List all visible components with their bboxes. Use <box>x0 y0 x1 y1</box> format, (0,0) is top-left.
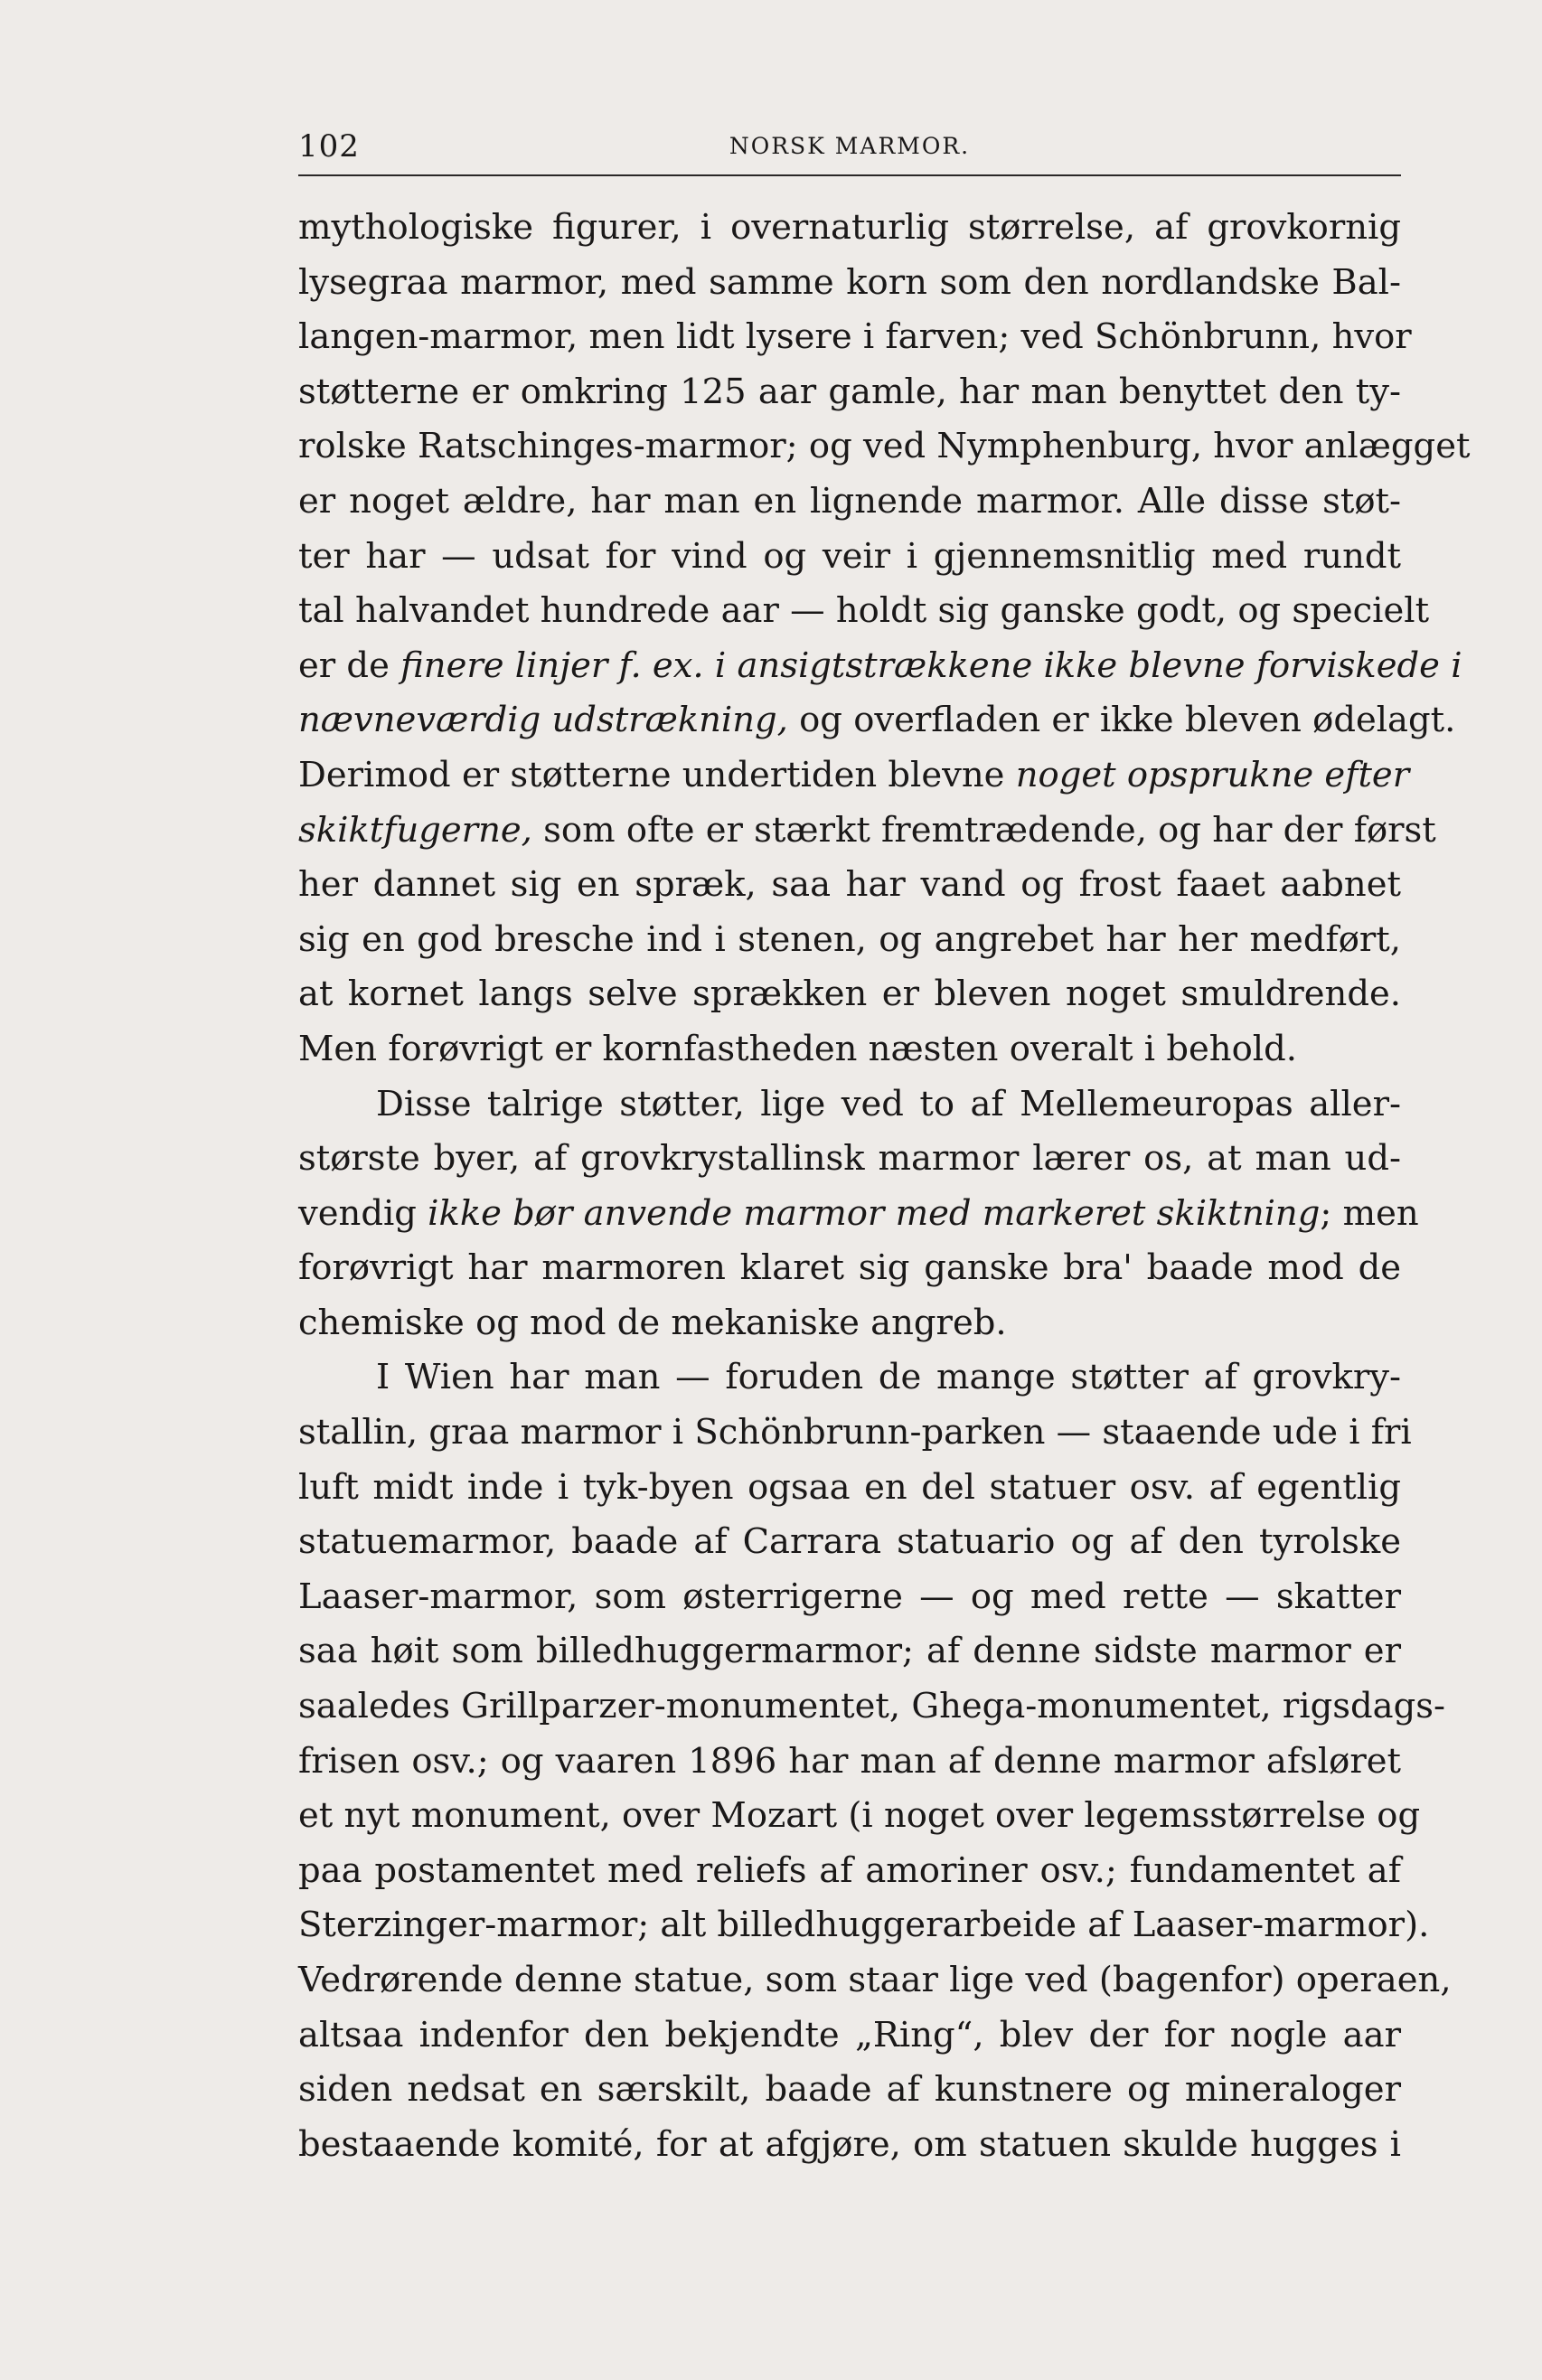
text-span: stallin, graa marmor i Schönbrunn-parken — staaende ude i fri <box>298 1412 1412 1453</box>
italic-text: ikke bør anvende marmor med markeret skiktning <box>428 1192 1321 1234</box>
page-number: 102 <box>298 128 360 165</box>
text-line <box>298 967 1401 1022</box>
text-span: chemiske og mod de mekaniske angreb. <box>298 1302 1007 1343</box>
text-span: vendig <box>298 1192 428 1234</box>
text-line <box>298 693 1456 748</box>
text-line <box>298 1735 1401 1790</box>
text-line <box>298 639 1462 694</box>
text-span: og overfladen er ikke bleven ødelagt. <box>787 700 1456 741</box>
text-span: saa høit som billedhuggermarmor; af denne sidste marmor er <box>298 1631 1401 1672</box>
text-span: rolske Ratschinges-marmor; og ved Nymphenburg, hvor anlægget <box>298 426 1471 467</box>
italic-text: skiktfugerne, <box>298 809 532 851</box>
text-span: et nyt monument, over Mozart (i noget over legemsstørrelse og <box>298 1795 1421 1837</box>
text-span: sig en god bresche ind i stenen, og angrebet har her medført, <box>298 918 1401 960</box>
text-span: paa postamentet med reliefs af amoriner osv.; fundamentet af <box>298 1849 1401 1891</box>
body-text <box>298 201 1471 2172</box>
page-header <box>298 127 1401 172</box>
text-span: støtterne er omkring 125 aar gamle, har man benyttet den ty- <box>298 371 1401 412</box>
text-span: langen-marmor, men lidt lysere i farven; ved Schönbrunn, hvor <box>298 316 1412 358</box>
text-span: altsaa indenfor den bekjendte „Ring“, blev der for nogle aar <box>298 2014 1401 2055</box>
running-title: NORSK MARMOR. <box>729 133 971 159</box>
text-span: forøvrigt har marmoren klaret sig ganske bra' baade mod de <box>298 1247 1401 1289</box>
text-line <box>298 256 1401 311</box>
text-span: tal halvandet hundrede aar — holdt sig ganske godt, og specielt <box>298 590 1430 632</box>
text-span: her dannet sig en spræk, saa har vand og frost faaet aabnet <box>298 864 1401 906</box>
text-span: frisen osv.; og vaaren 1896 har man af denne marmor afsløret <box>298 1740 1401 1782</box>
text-span: ter har — udsat for vind og veir i gjennemsnitlig med rundt <box>298 535 1401 577</box>
text-line <box>298 858 1401 913</box>
header-rule <box>298 174 1401 176</box>
text-span: Disse talrige støtter, lige ved to af Mellemeuropas aller- <box>376 1083 1401 1124</box>
text-line <box>298 584 1430 639</box>
italic-text: nævneværdig udstrækning, <box>298 700 788 741</box>
text-span: saaledes Grillparzer-monumentet, Ghega-monumentet, rigsdags- <box>298 1686 1445 1727</box>
text-span: største byer, af grovkrystallinsk marmor lærer os, at man ud- <box>298 1138 1401 1180</box>
text-line <box>298 1789 1421 1844</box>
italic-text: noget opsprukne efter <box>1015 754 1410 795</box>
text-line <box>298 1241 1401 1296</box>
text-line <box>298 201 1401 256</box>
text-line <box>298 1077 1401 1133</box>
text-span: luft midt inde i tyk-byen ogsaa en del statuer osv. af egentlig <box>298 1466 1401 1508</box>
text-line <box>298 1844 1401 1899</box>
text-span: mythologiske figurer, i overnaturlig størrelse, af grovkornig <box>298 207 1401 248</box>
text-span: Men forøvrigt er kornfastheden næsten overalt i behold. <box>298 1028 1297 1069</box>
text-span: som ofte er stærkt fremtrædende, og har der først <box>531 809 1436 851</box>
text-span: Laaser-marmor, som østerrigerne — og med rette — skatter <box>298 1576 1401 1617</box>
text-line <box>298 1570 1401 1625</box>
text-line <box>298 804 1436 859</box>
text-span: lysegraa marmor, med samme korn som den nordlandske Bal- <box>298 261 1401 303</box>
italic-text: finere linjer f. ex. i ansigtstrækkene ikke blevne forviskede i <box>400 644 1462 686</box>
text-line <box>298 1350 1401 1406</box>
text-span: Vedrørende denne statue, som staar lige ved (bagenfor) operaen, <box>298 1960 1452 2000</box>
text-span: bestaaende komité, for at afgjøre, om statuen skulde hugges i <box>298 2123 1401 2165</box>
text-line <box>298 2118 1401 2173</box>
text-line <box>298 1624 1401 1679</box>
text-line <box>298 1022 1401 1077</box>
text-span: er de <box>298 644 401 686</box>
text-line <box>298 1679 1445 1735</box>
text-line <box>298 1953 1452 2008</box>
text-line <box>298 1406 1412 1461</box>
text-line <box>298 2063 1401 2118</box>
text-line <box>298 419 1471 475</box>
text-line <box>298 748 1410 804</box>
text-line <box>298 530 1401 585</box>
text-line <box>298 1898 1430 1953</box>
text-span: ; men <box>1320 1192 1419 1234</box>
text-span: Derimod er støtterne undertiden blevne <box>298 754 1016 795</box>
text-line <box>298 1515 1401 1570</box>
text-span: Sterzinger-marmor; alt billedhuggerarbeide af Laaser-marmor). <box>298 1905 1430 1946</box>
text-span: I Wien har man — foruden de mange støtter af grovkry- <box>376 1357 1401 1398</box>
text-line <box>298 310 1412 365</box>
text-span: at kornet langs selve sprækken er bleven noget smuldrende. <box>298 974 1401 1015</box>
text-line <box>298 1296 1401 1351</box>
text-span: er noget ældre, har man en lignende marmor. Alle disse støt- <box>298 480 1401 522</box>
text-line <box>298 365 1401 420</box>
text-span: statuemarmor, baade af Carrara statuario og af den tyrolske <box>298 1521 1401 1563</box>
text-line <box>298 1187 1419 1242</box>
text-line <box>298 475 1401 530</box>
text-line <box>298 1461 1401 1516</box>
text-line <box>298 913 1401 968</box>
text-line <box>298 1132 1401 1187</box>
text-span: siden nedsat en særskilt, baade af kunstnere og mineraloger <box>298 2069 1401 2111</box>
text-line <box>298 2008 1401 2064</box>
